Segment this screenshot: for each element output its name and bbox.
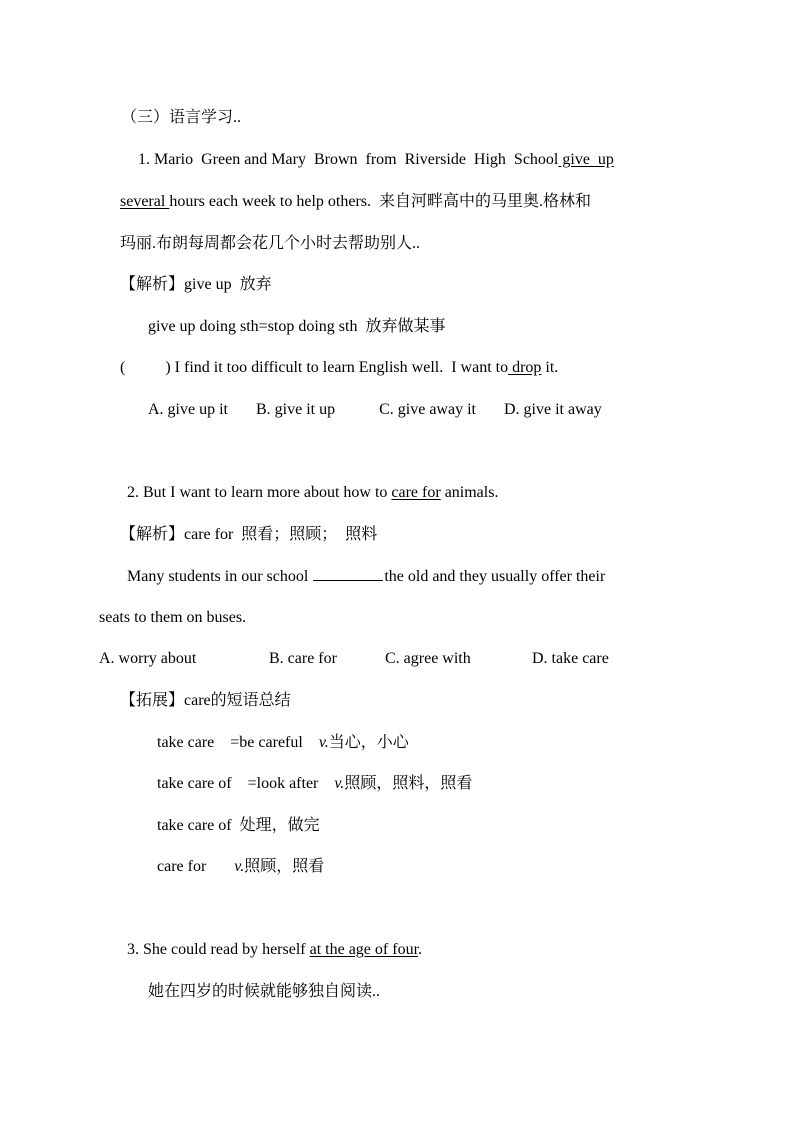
jiexi-label: 【解析】 [120, 526, 185, 543]
phrase-row [157, 857, 324, 877]
item2-line1 [127, 483, 498, 503]
item2-text-end: animals. [440, 484, 499, 501]
item1-question [120, 358, 558, 378]
answer-paren-close: ) [165, 359, 171, 376]
item1-phrase: give up doing sth=stop doing sth 放弃做某事 [148, 318, 446, 335]
item2-option-d: D. take care [532, 650, 609, 667]
question-text-end: it. [541, 359, 559, 376]
item2-number: 2. [127, 484, 139, 501]
item2-question-line1 [127, 566, 605, 587]
option-c: C. give away it [379, 401, 476, 418]
item2-care-for: care for [391, 484, 441, 501]
phrase-en: take care =be careful [157, 734, 303, 751]
jiexi-label: 【解析】 [120, 276, 185, 293]
phrase-pos: v. [334, 775, 345, 792]
item1-line2-text: hours each week to help others. 来自河畔高中的马里奥.格林和 [169, 193, 592, 210]
item3-number: 3. [127, 941, 139, 958]
item1-line1-text: Mario Green and Mary Brown from Riverside High School [154, 151, 559, 168]
tuozhan-text: care的短语总结 [184, 692, 291, 709]
item2-option-a: A. worry about [99, 650, 197, 667]
item1-number: 1. [138, 151, 150, 168]
tuozhan-label: 【拓展】 [120, 692, 185, 709]
option-b: B. give it up [256, 401, 336, 418]
option-d: D. give it away [503, 401, 602, 418]
phrase-row [157, 733, 409, 753]
jiexi-text: give up 放弃 [184, 276, 272, 293]
item2-jiexi [120, 525, 377, 545]
item2-option-b: B. care for [269, 650, 337, 667]
phrase-pos: v. [234, 858, 245, 875]
item1-line1 [138, 150, 614, 170]
item2-question-line2: seats to them on buses. [99, 609, 247, 626]
phrase-row [157, 774, 472, 794]
phrase-zh: 当心，小心 [328, 734, 409, 751]
item2-option-c: C. agree with [385, 650, 471, 667]
item3-text-end: . [418, 941, 423, 958]
phrase-zh: 照顾，照看 [244, 858, 325, 875]
item1-options [148, 400, 602, 420]
item1-give-up: give up [558, 151, 614, 168]
item1-line3: 玛丽.布朗每周都会花几个小时去帮助别人.. [120, 235, 421, 252]
question-text-cont: the old and they usually offer their [384, 568, 606, 585]
item1-line2 [120, 192, 591, 212]
item2-tuozhan [120, 691, 291, 711]
section-title: （三）语言学习.. [121, 109, 242, 126]
question-text: I find it too difficult to learn English well. I want to [174, 359, 509, 376]
item1-several: several [120, 193, 170, 210]
question-drop: drop [508, 359, 542, 376]
phrase-en: care for [157, 858, 227, 875]
jiexi-text: care for 照看；照顾； 照料 [184, 526, 378, 543]
item3-translation: 她在四岁的时候就能够独自阅读.. [148, 983, 381, 1000]
phrase-pos: v. [318, 734, 329, 751]
phrase-en: take care of =look after [157, 775, 319, 792]
option-a: A. give up it [148, 401, 228, 418]
item1-jiexi [120, 275, 272, 295]
item3-line1 [127, 940, 422, 960]
answer-paren-open: ( [120, 359, 126, 376]
phrase-zh: 照顾，照料，照看 [344, 775, 473, 792]
fill-in-blank[interactable] [313, 566, 383, 581]
item3-text: She could read by herself [143, 941, 310, 958]
item3-at-the-age: at the age of four [309, 941, 419, 958]
question-text: Many students in our school [127, 568, 313, 585]
item2-text: But I want to learn more about how to [143, 484, 392, 501]
phrase-row [157, 816, 320, 836]
phrase-en: take care of 处理，做完 [157, 817, 320, 834]
